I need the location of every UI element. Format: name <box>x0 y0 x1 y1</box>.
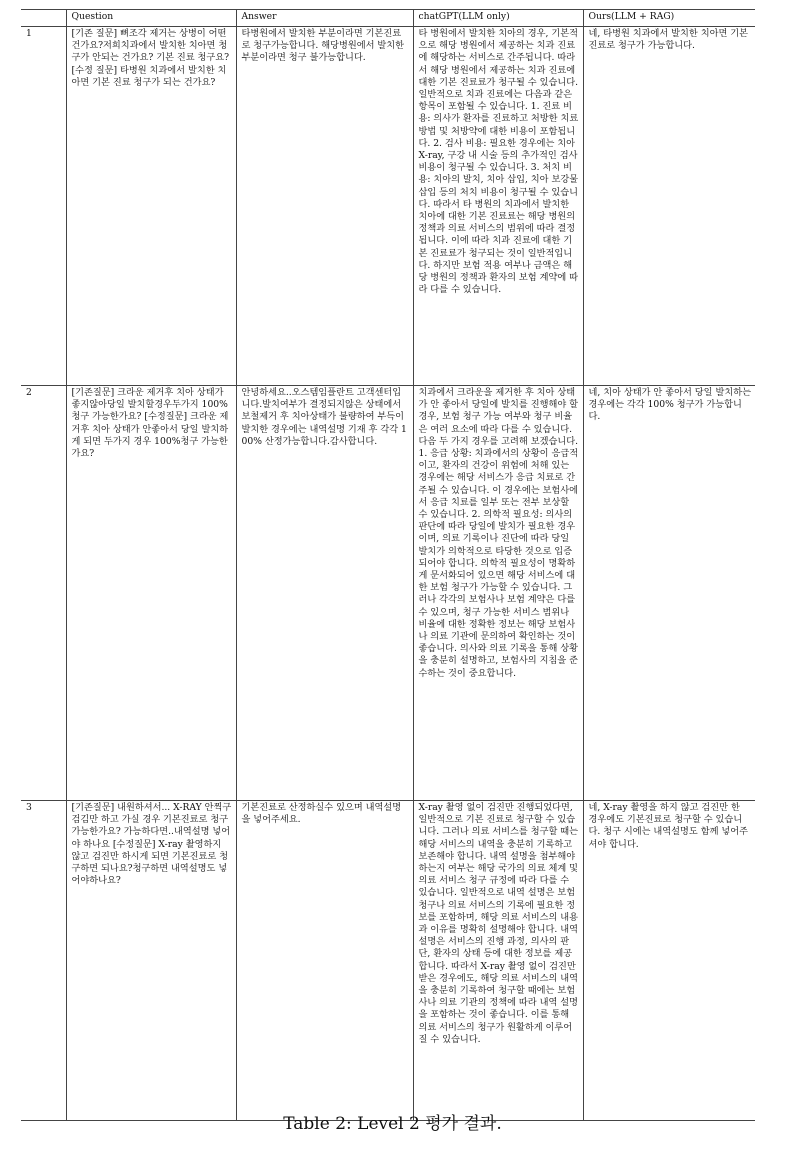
results-table <box>21 9 755 1121</box>
chatgpt-cell: 타 병원에서 발치한 치아의 경우, 기본적으로 해당 병원에서 제공하는 치과 진료에 해당하는 서비스로 간주됩니다. 따라서 해당 병원에서 제공하는 치과 진료에 대한 기본 진료료가 청구될 수 있습니다. 일반적으로 치과 진료에는 다음과 같은 항목이 포함될 수 있습니다. 1. 진료 비용: 의사가 환자를 진료하고 처방한 치료 방법 및 처방약에 대한 비용이 포함됩니다. 2. 검사 비용: 필요한 경우에는 치아 X-ray, 구강 내 시술 등의 추가적인 검사 비용이 청구될 수 있습니다. 3. 처치 비용: 치아의 발치, 치아 삽입, 치아 보강물 삽입 등의 처치 비용이 청구될 수 있습니다. 따라서 타 병원의 치과에서 발치한 치아에 대한 기본 진료료는 해당 병원의 정책과 의료 서비스의 범위에 따라 결정됩니다. 이에 따라 치과 진료에 대한 기본 진료료가 청구되는 것이 일반적입니다. 하지만 보험 적용 여부나 금액은 해당 병원의 정책과 환자의 보험 계약에 따라 다를 수 있습니다. <box>413 27 583 386</box>
table-row <box>21 801 755 1121</box>
question-cell: [기존 질문] 뼈조각 제거는 상병이 어떤건가요?저희치과에서 발치한 치아면 청구가 안되는 건가요? 기본 진료 청구요? [수정 질문] 타병원 치과에서 발치한 치아면 기본 진료 청구가 되는 건가요? <box>66 27 236 386</box>
chatgpt-cell: 치과에서 크라운을 제거한 후 치아 상태가 안 좋아서 당일에 발치를 진행해야 할 경우, 보험 청구 가능 여부와 청구 비율은 여러 요소에 따라 다를 수 있습니다. 다음 두 가지 경우를 고려해 보겠습니다. 1. 응급 상황: 치과에서의 상황이 응급적이고, 환자의 건강이 위험에 처해 있는 경우에는 해당 서비스가 응급 치료로 간주될 수 있습니다. 이 경우에는 보험사에서 응급 치료를 일부 또는 전부 보상할 수 있습니다. 2. 의학적 필요성: 의사의 판단에 따라 당일에 발치가 필요한 경우이며, 의료 기록이나 진단에 따라 당일 발치가 의학적으로 타당한 것으로 입증되어야 합니다. 의학적 필요성이 명확하게 문서화되어 있으면 해당 서비스에 대한 보험 청구가 가능할 수 있습니다. 그러나 각각의 보험사나 보험 계약은 다를 수 있으며, 청구 가능한 서비스 범위나 비율에 대한 정확한 정보는 해당 보험사나 의료 기관에 문의하여 확인하는 것이 좋습니다. 의사와 의료 기록을 통해 상황을 충분히 설명하고, 보험사의 지침을 준수하는 것이 중요합니다. <box>413 386 583 801</box>
header-ours: Ours(LLM + RAG) <box>583 10 755 27</box>
row-number: 1 <box>21 27 66 386</box>
header-answer: Answer <box>236 10 413 27</box>
header-question: Question <box>66 10 236 27</box>
ours-cell: 네, 타병원 치과에서 발치한 치아면 기본 진료로 청구가 가능합니다. <box>583 27 755 386</box>
answer-cell: 기본진료로 산정하실수 있으며 내역설명을 넣어주세요. <box>236 801 413 1121</box>
answer-cell: 안녕하세요..오스템임플란트 고객센터입니다.발치여부가 결정되지않은 상태에서 보철제거 후 치아상태가 불량하여 부득이 발치한 경우에는 내역설명 기재 후 각각 100% 산정가능합니다.감사합니다. <box>236 386 413 801</box>
header-chatgpt: chatGPT(LLM only) <box>413 10 583 27</box>
ours-cell: 네, 치아 상태가 안 좋아서 당일 발치하는 경우에는 각각 100% 청구가 가능합니다. <box>583 386 755 801</box>
ours-cell: 네, X-ray 촬영을 하지 않고 검진만 한 경우에도 기본진료로 청구할 수 있습니다. 청구 시에는 내역설명도 함께 넣어주셔야 합니다. <box>583 801 755 1121</box>
question-cell: [기존질문] 내원하셔서... X-RAY 안찍구 검김만 하고 가실 경우 기본진료로 청구 가능한가요? 가능하다면..내역설명 넣어야 하나요 [수정질문] X-ray 촬영하지 않고 검진만 하시게 되면 기본진료로 청구하면 되나요?청구하면 내역설명도 넣어야하나요? <box>66 801 236 1121</box>
table-row <box>21 27 755 386</box>
header-number <box>21 10 66 27</box>
table-row <box>21 386 755 801</box>
chatgpt-cell: X-ray 촬영 없이 검진만 진행되었다면, 일반적으로 기본 진료로 청구할 수 있습니다. 그러나 의료 서비스를 청구할 때는 해당 서비스의 내역을 충분히 기록하고 보존해야 합니다. 내역 설명을 첨부해야 하는지 여부는 해당 국가의 의료 체계 및 의료 서비스 청구 규정에 따라 다를 수 있습니다. 일반적으로 내역 설명은 보험 청구나 의료 서비스의 기록에 필요한 정보를 포함하며, 해당 의료 서비스의 내용과 이유를 명확히 설명해야 합니다. 내역 설명은 서비스의 진행 과정, 의사의 판단, 환자의 상태 등에 대한 정보를 제공합니다. 따라서 X-ray 촬영 없이 검진만 받은 경우에도, 해당 의료 서비스의 내역을 충분히 기록하여 청구할 때에는 보험사나 의료 기관의 정책에 따라 내역 설명을 포함하는 것이 좋습니다. 이를 통해 의료 서비스의 청구가 원활하게 이루어질 수 있습니다. <box>413 801 583 1121</box>
table-caption: Table 2: Level 2 평가 결과. <box>283 1114 502 1134</box>
question-cell: [기존질문] 크라운 제거후 치아 상태가 좋지않아당일 발치할경우두가지 100% 청구 가능한가요? [수정질문] 크라운 제거후 치아 상태가 안좋아서 당일 발치하게 되면 두가지 경우 100%청구 가능한가요? <box>66 386 236 801</box>
row-number: 3 <box>21 801 66 1121</box>
table-header-row <box>21 10 755 27</box>
answer-cell: 타병원에서 발치한 부분이라면 기본진료로 청구가능합니다. 해당병원에서 발치한 부분이라면 청구 불가능합니다. <box>236 27 413 386</box>
row-number: 2 <box>21 386 66 801</box>
